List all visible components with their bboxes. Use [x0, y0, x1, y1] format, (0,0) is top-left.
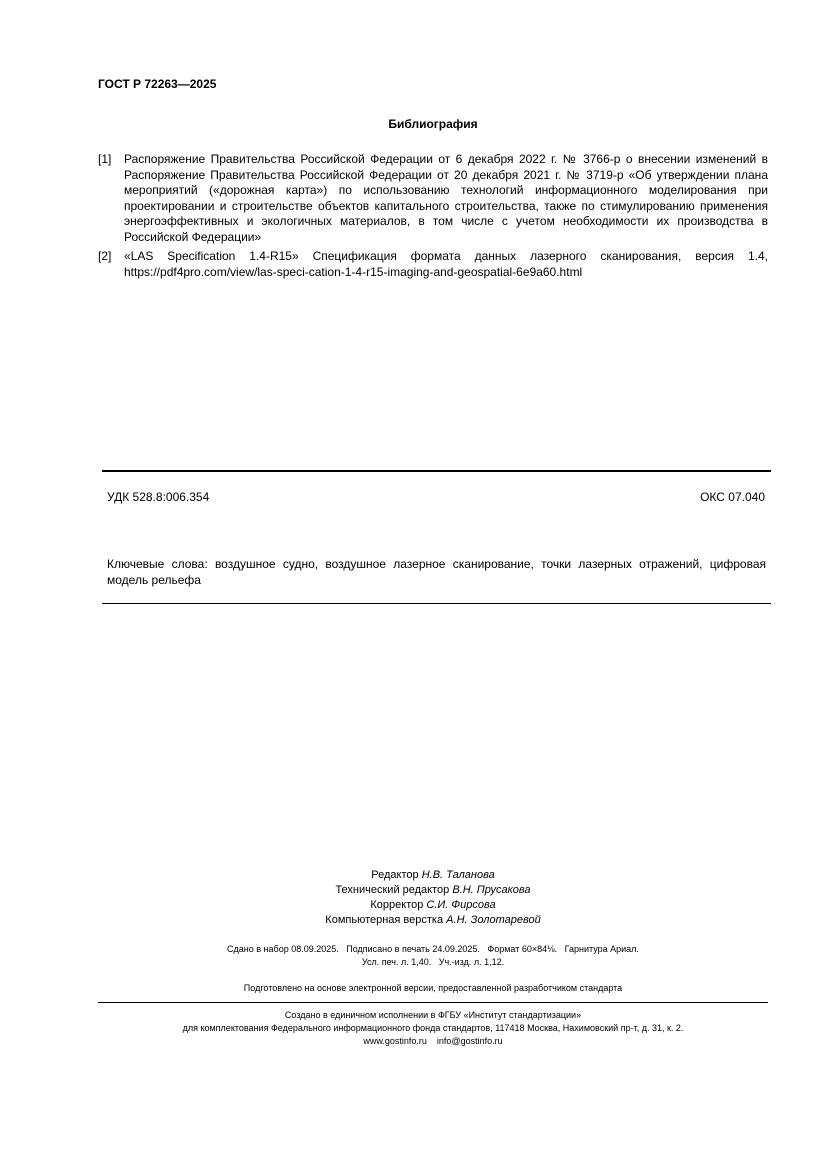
- imprint-line: Усл. печ. л. 1,40. Уч.-изд. л. 1,12.: [361, 957, 505, 967]
- corrector-name: С.И. Фирсова: [426, 899, 496, 911]
- bibliography-item-text: Распоряжение Правительства Российской Федерации от 6 декабря 2022 г. № 3766-р о внесении изменений в Распоряжение Правительства Российской Федерации от 20 декабря 2021 г. № 3719-р «Об утверждении плана мероприятий («дорожная карта») по использованию технологий информационного моделирования при проектировании и строительстве объектов капитального строительства, также по стимулированию применения энергоэффективных и экологичных материалов, в том числе с учетом необходимости их производства в Российской Федерации»: [124, 152, 768, 244]
- publisher-line: Создано в единичном исполнении в ФГБУ «Институт стандартизации»: [284, 1010, 582, 1020]
- tech-editor-line: Технический редактор В.Н. Прусакова: [335, 884, 531, 896]
- publisher-line: для комплектования Федерального информационного фонда стандартов, 117418 Москва, Нахимовский пр-т, д. 31, к. 2.: [182, 1023, 684, 1033]
- bibliography-item-number: [1]: [98, 152, 112, 166]
- bibliography-item-text: «LAS Specification 1.4-R15» Спецификация формата данных лазерного сканирования, версия 1.4, https://pdf4pro.com/view/las-speci-cation-1-4-r15-imaging-and-geospatial-6e9a60.html: [124, 249, 768, 279]
- keywords-divider: [102, 603, 771, 604]
- bibliography-item-number: [2]: [98, 249, 112, 263]
- udk-code: УДК 528.8:006.354: [107, 490, 210, 504]
- bibliography-title: Библиография: [388, 117, 478, 131]
- prepared-note: Подготовлено на основе электронной версии, предоставленной разработчиком стандарта: [243, 983, 623, 993]
- imprint-line: Сдано в набор 08.09.2025. Подписано в печать 24.09.2025. Формат 60×84⅛. Гарнитура Ариал.: [227, 944, 639, 954]
- document-header: ГОСТ Р 72263—2025: [98, 77, 217, 91]
- layout-name: А.Н. Золотаревой: [446, 914, 541, 926]
- publisher-info: [0, 1009, 827, 1048]
- corrector-line: Корректор С.И. Фирсова: [370, 899, 496, 911]
- layout-line: Компьютерная верстка А.Н. Золотаревой: [325, 914, 541, 926]
- imprint-info: [0, 943, 827, 969]
- oks-code: ОКС 07.040: [700, 490, 765, 504]
- publisher-contacts: www.gostinfo.ru info@gostinfo.ru: [363, 1036, 503, 1046]
- editor-line: Редактор Н.В. Таланова: [371, 869, 495, 881]
- footer-divider: [98, 1002, 768, 1003]
- staff-credits: [0, 868, 827, 928]
- bibliography-item: [98, 249, 768, 280]
- section-divider-thick: [102, 470, 771, 472]
- editor-name: Н.В. Таланова: [421, 869, 495, 881]
- bibliography-list: [98, 152, 768, 284]
- bibliography-item: [98, 152, 768, 245]
- keywords: Ключевые слова: воздушное судно, воздушное лазерное сканирование, точки лазерных отражений, цифровая модель рельефа: [107, 557, 766, 587]
- tech-editor-name: В.Н. Прусакова: [452, 884, 531, 896]
